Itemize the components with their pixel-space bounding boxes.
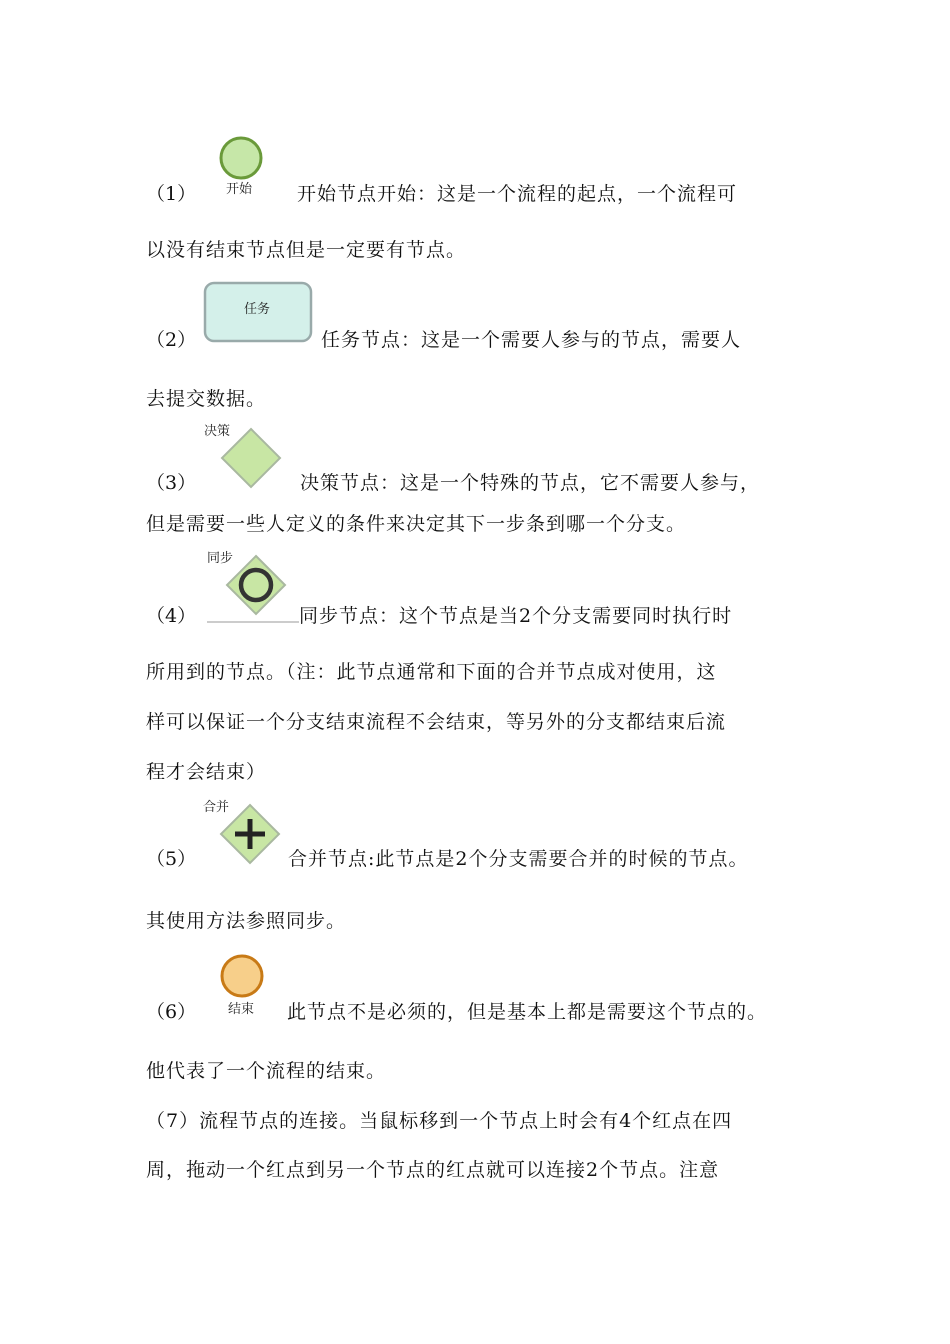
paragraph-line: 开始节点开始：这是一个流程的起点，一个流程可	[297, 183, 738, 205]
item-number: （4）	[146, 605, 197, 627]
icon-label: 合并	[203, 800, 230, 815]
paragraph-line: 合并节点:此节点是2个分支需要合并的时候的节点。	[288, 848, 749, 870]
icon-label: 任务	[244, 302, 271, 317]
icon-label: 开始	[226, 182, 253, 197]
paragraph-line: 所用到的节点。（注：此节点通常和下面的合并节点成对使用，这	[146, 661, 717, 683]
paragraph-line: 但是需要一些人定义的条件来决定其下一步条到哪一个分支。	[146, 513, 687, 535]
paragraph-line: 此节点不是必须的，但是基本上都是需要这个节点的。	[287, 1001, 768, 1023]
icon-label: 结束	[228, 1002, 255, 1017]
item-number: （2）	[146, 329, 197, 351]
paragraph-line: 同步节点：这个节点是当2个分支需要同时执行时	[299, 605, 733, 627]
merge-gateway-icon	[218, 802, 282, 866]
sync-gateway-icon	[224, 553, 288, 617]
decision-gateway-icon	[219, 426, 283, 490]
paragraph-line: 周，拖动一个红点到另一个节点的红点就可以连接2个节点。注意	[146, 1159, 720, 1181]
item-number: （1）	[146, 183, 197, 205]
paragraph-line: （7）流程节点的连接。当鼠标移到一个节点上时会有4个红点在四	[146, 1110, 733, 1132]
paragraph-line: 任务节点：这是一个需要人参与的节点，需要人	[321, 329, 742, 351]
icon-label: 同步	[207, 551, 234, 566]
paragraph-line: 样可以保证一个分支结束流程不会结束，等另外的分支都结束后流	[146, 711, 727, 733]
item-number: （6）	[146, 1001, 197, 1023]
paragraph-line: 其使用方法参照同步。	[146, 910, 347, 932]
item-number: （3）	[146, 472, 197, 494]
icon-underline	[207, 620, 299, 624]
paragraph-line: 他代表了一个流程的结束。	[146, 1060, 387, 1082]
item-number: （5）	[146, 848, 197, 870]
paragraph-line: 程才会结束）	[146, 761, 267, 783]
start-event-icon	[218, 135, 264, 181]
paragraph-line: 去提交数据。	[146, 388, 267, 410]
paragraph-line: 决策节点：这是一个特殊的节点，它不需要人参与，	[300, 472, 761, 494]
icon-label: 决策	[204, 424, 231, 439]
paragraph-line: 以没有结束节点但是一定要有节点。	[146, 239, 467, 261]
end-event-icon	[219, 953, 265, 999]
